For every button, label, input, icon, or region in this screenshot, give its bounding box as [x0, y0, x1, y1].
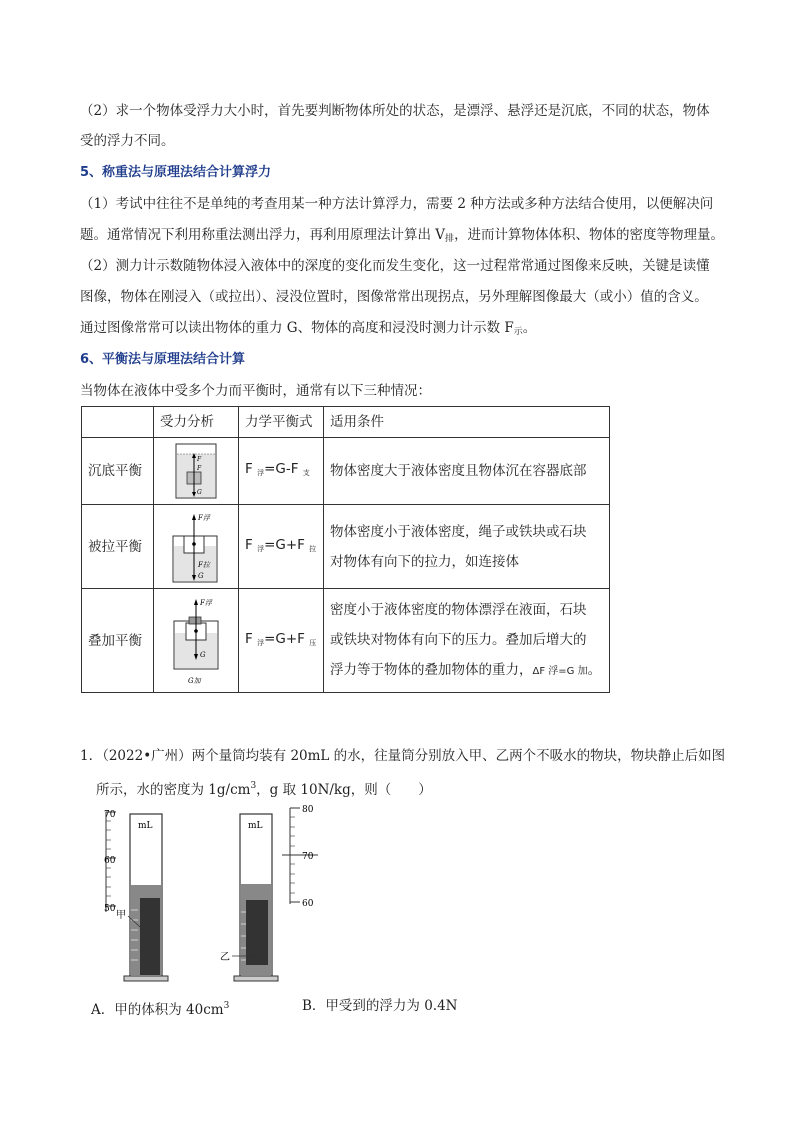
condition-cell: 物体密度大于液体密度且物体沉在容器底部 — [324, 438, 610, 505]
stack-balance-diagram — [168, 593, 224, 689]
diagram-label: F浮 — [198, 513, 210, 522]
diagram-label: G — [200, 650, 206, 659]
unit-label: mL — [248, 821, 263, 831]
text-part: ，进而计算物体体积、物体的密度等物理量。 — [454, 227, 725, 243]
condition-line — [330, 655, 603, 687]
paragraph-line — [80, 318, 536, 342]
pull-balance-diagram — [170, 510, 222, 584]
table-header-cell: 适用条件 — [324, 407, 610, 438]
diagram-label: G加 — [188, 676, 201, 685]
row-name: 叠加平衡 — [82, 589, 154, 693]
condition-cell — [324, 589, 610, 693]
table-row — [82, 505, 610, 589]
superscript: 3 — [250, 781, 257, 791]
formula-text: =G-F — [264, 461, 303, 477]
cylinder-jia — [104, 810, 168, 981]
diagram-label: F浮 — [200, 598, 212, 607]
text-part: 所示，水的密度为 1g/cm — [96, 782, 251, 798]
condition-line: 或铁块对物体有向下的压力。叠加后增大的 — [330, 631, 587, 648]
force-balance-table — [81, 406, 610, 693]
text-part: 浮力等于物体的叠加物体的重力， — [330, 661, 533, 678]
superscript: 3 — [223, 1001, 230, 1011]
formula-cell — [239, 589, 324, 693]
subscript: 压 — [309, 638, 317, 647]
diagram-label: F — [197, 465, 202, 472]
subscript: 拉 — [309, 544, 317, 553]
text-part: 通过图像常常可以读出物体的重力 G、物体的高度和浸没时测力计示数 F — [80, 320, 514, 336]
scale-tick: 80 — [302, 805, 314, 815]
condition-line: 物体密度小于液体密度，绳子或铁块或石块 — [330, 523, 587, 540]
paragraph-line: （2）测力计示数随物体浸入液体中的深度的变化而发生变化，这一过程常常通过图像来反映，关键是读懂 — [80, 258, 710, 274]
formula-text: =G+F — [264, 536, 310, 553]
diagram-label: G — [198, 571, 204, 580]
unit-label: mL — [138, 821, 153, 831]
row-name: 被拉平衡 — [82, 505, 154, 589]
formula-cell — [239, 438, 324, 505]
paragraph-line — [80, 225, 724, 249]
condition-cell — [324, 505, 610, 589]
text-part: ，g 取 10N/kg，则（ ） — [256, 782, 432, 798]
block-label: 乙 — [220, 952, 230, 963]
diagram-label: G — [197, 489, 202, 496]
row-name: 沉底平衡 — [82, 438, 154, 505]
scale-tick: 70 — [302, 852, 314, 862]
question-1-line: 1．（2022•广州）两个量筒均装有 20mL 的水，往量筒分别放入甲、乙两个不吸水的物块，物块静止后如图 — [80, 748, 726, 764]
subscript: 示 — [513, 327, 523, 337]
subscript: 浮 — [257, 638, 265, 647]
paragraph-line: 图像，物体在刚浸入（或拉出）、浸没位置时，图像常常出现拐点，另外理解图像最大（或小）值的含义。 — [80, 289, 708, 305]
text-part: 。 — [522, 320, 537, 336]
section-heading-5: 5、称重法与原理法结合计算浮力 — [80, 165, 272, 180]
diagram-cell — [154, 505, 239, 589]
formula-note: ΔF 浮=G 加 — [532, 665, 588, 677]
formula-text: F — [245, 536, 258, 553]
paragraph-line: （2）求一个物体受浮力大小时，首先要判断物体所处的状态，是漂浮、悬浮还是沉底，不同的状态，物体 — [80, 103, 710, 119]
text-part: A．甲的体积为 40cm — [91, 1002, 224, 1018]
scale-tick: 50 — [104, 904, 116, 914]
formula-text: F — [245, 461, 258, 477]
cylinder-yi — [220, 805, 318, 981]
scale-tick: 60 — [302, 899, 314, 909]
subscript: 支 — [302, 469, 310, 477]
sink-balance-diagram — [174, 442, 218, 500]
subscript: 浮 — [257, 469, 265, 477]
table-row — [82, 589, 610, 693]
question-1-line — [96, 776, 432, 800]
scale-tick: 60 — [104, 856, 116, 866]
paragraph-line: （1）考试中往往不是单纯的考查用某一种方法计算浮力，需要 2 种方法或多种方法结合使用，以便解决问 — [80, 196, 714, 212]
formula-text: F — [245, 630, 258, 647]
graduated-cylinders-figure — [88, 800, 348, 990]
option-b: B．甲受到的浮力为 0.4N — [302, 998, 458, 1014]
text-part: 。 — [587, 661, 602, 678]
formula-cell — [239, 505, 324, 589]
option-a — [91, 996, 229, 1020]
table-row — [82, 438, 610, 505]
diagram-label: F — [197, 456, 202, 463]
paragraph-line: 受的浮力不同。 — [80, 133, 175, 149]
subscript: 浮 — [257, 544, 265, 553]
paragraph-line: 当物体在液体中受多个力而平衡时，通常有以下三种情况： — [80, 383, 431, 399]
table-header-row — [82, 407, 610, 438]
table-header-cell: 力学平衡式 — [239, 407, 324, 438]
section-heading-6: 6、平衡法与原理法结合计算 — [80, 352, 246, 367]
scale-tick: 70 — [104, 810, 116, 820]
condition-line: 密度小于液体密度的物体漂浮在液面，石块 — [330, 601, 587, 618]
condition-line: 对物体有向下的拉力，如连接体 — [330, 553, 519, 570]
block-label: 甲 — [116, 910, 126, 921]
diagram-cell — [154, 589, 239, 693]
table-header-cell: 受力分析 — [154, 407, 239, 438]
diagram-cell — [154, 438, 239, 505]
table-header-cell — [82, 407, 154, 438]
diagram-label: F拉 — [198, 560, 210, 569]
subscript: 排 — [445, 234, 455, 244]
formula-text: =G+F — [264, 630, 310, 647]
text-part: 题。通常情况下利用称重法测出浮力，再利用原理法计算出 V — [80, 227, 446, 243]
